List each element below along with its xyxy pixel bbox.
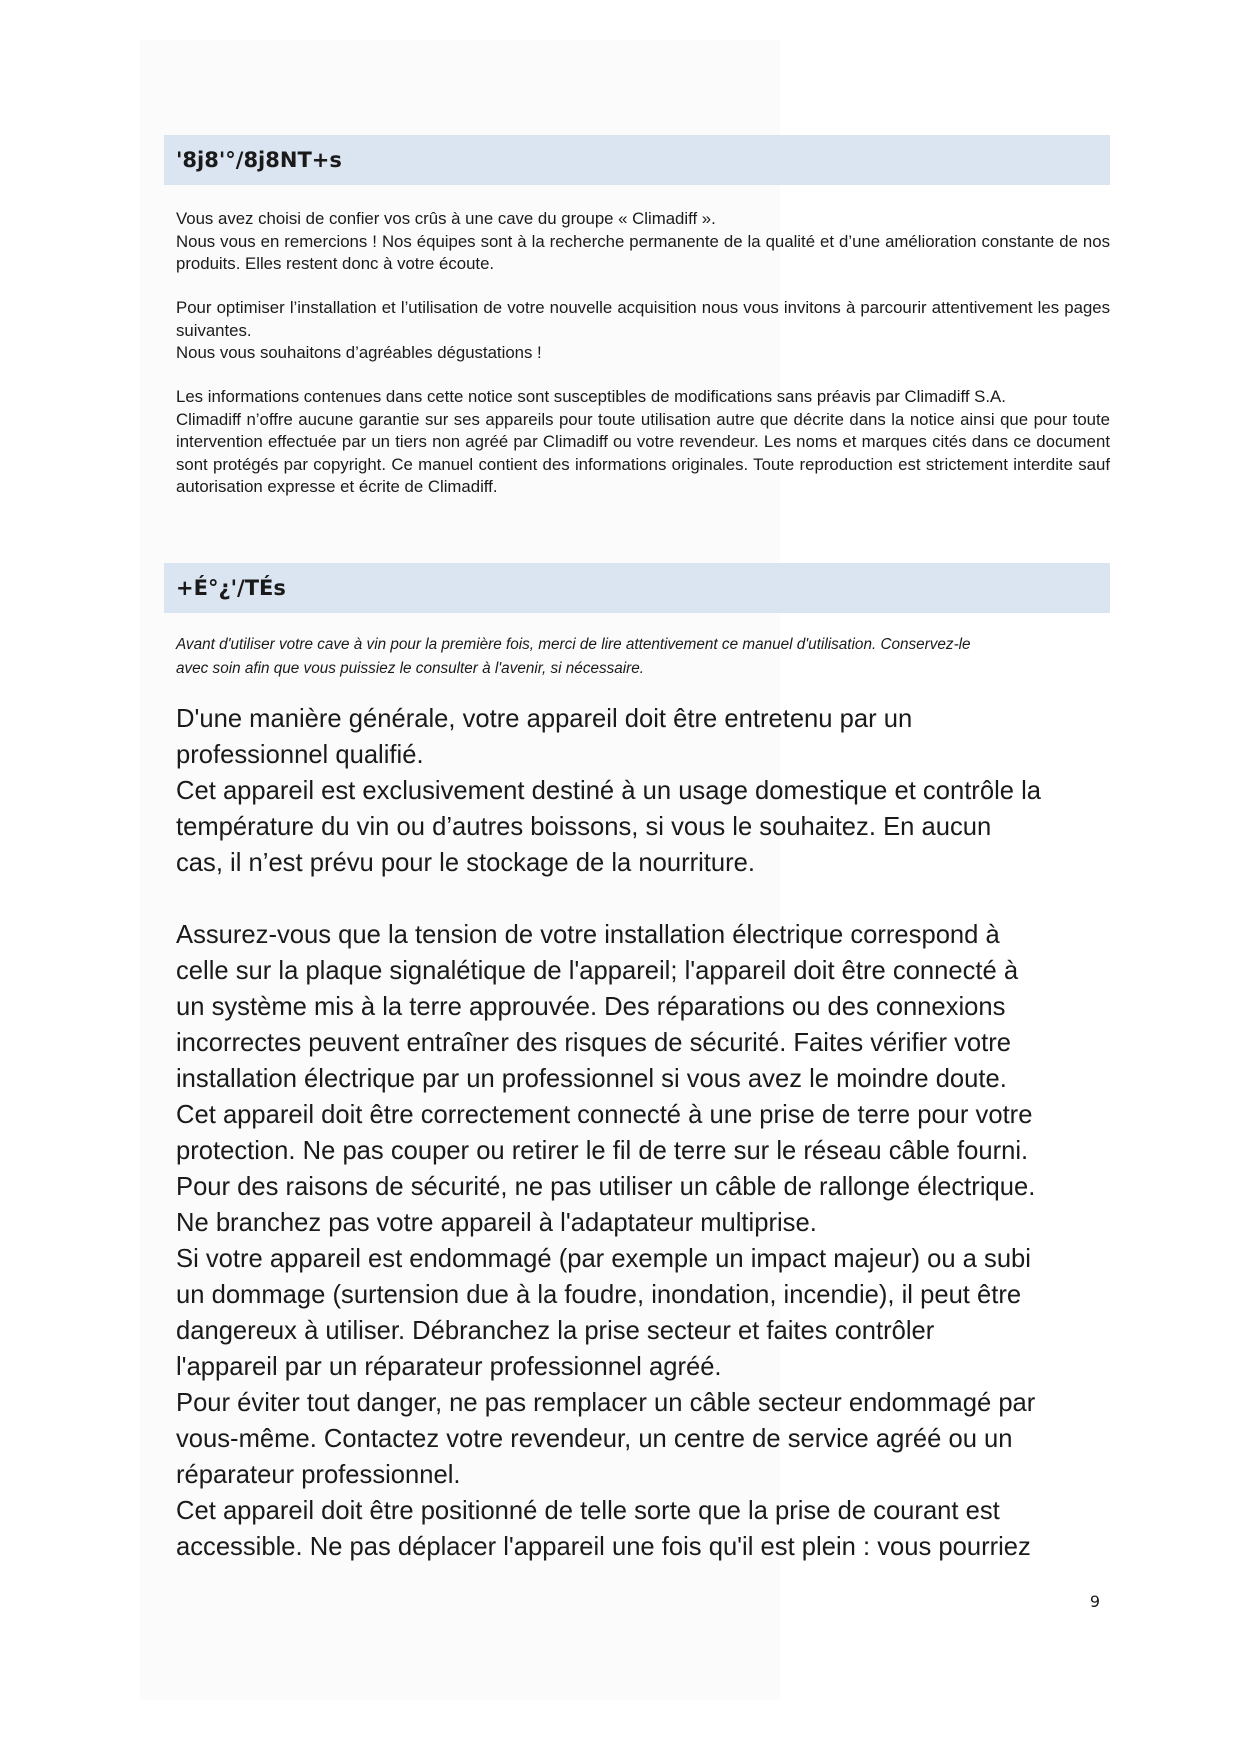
body-line: température du vin ou d’autres boissons, si vous le souhaitez. En aucun — [176, 813, 992, 841]
note-line: Avant d'utiliser votre cave à vin pour la première fois, merci de lire attentivement ce manuel d'utilisation. Conservez-le — [176, 636, 971, 653]
body-line: incorrectes peuvent entraîner des risques de sécurité. Faites vérifier votre — [176, 1029, 1012, 1057]
body-line: D'une manière générale, votre appareil doit être entretenu par un — [176, 705, 913, 733]
body-line: Pour éviter tout danger, ne pas remplacer un câble secteur endommagé par — [176, 1389, 1036, 1417]
body-line: installation électrique par un professionnel si vous avez le moindre doute. — [176, 1065, 1007, 1093]
body-line: Cet appareil doit être positionné de telle sorte que la prise de courant est — [176, 1497, 1000, 1525]
body-line: Cet appareil est exclusivement destiné à un usage domestique et contrôle la — [176, 777, 1042, 805]
body-line: dangereux à utiliser. Débranchez la prise secteur et faites contrôler — [176, 1317, 935, 1345]
safety-block-electrical — [176, 917, 1126, 1565]
body-line: un système mis à la terre approuvée. Des réparations ou des connexions — [176, 993, 1006, 1021]
intro-paragraph-legal — [176, 386, 1110, 499]
body-line: celle sur la plaque signalétique de l'appareil; l'appareil doit être connecté à — [176, 957, 1019, 985]
body-line: Ne branchez pas votre appareil à l'adaptateur multiprise. — [176, 1209, 817, 1237]
safety-section-heading: +É°¿'/TÉs — [164, 563, 1110, 613]
intro-line: Climadiff n’offre aucune garantie sur ses appareils pour toute utilisation autre que décrite dans la notice ainsi que pour toute intervention effectuée par un tiers non agréé par Climadiff ou votre revendeur. Les noms et marques cités dans ce document sont protégés par copyright. Ce manuel contient des informations originales. Toute reproduction est strictement interdite sauf autorisation expresse et écrite de Climadiff. — [176, 409, 1110, 496]
body-line: Cet appareil doit être correctement connecté à une prise de terre pour votre — [176, 1101, 1033, 1129]
body-line: vous-même. Contactez votre revendeur, un centre de service agréé ou un — [176, 1425, 1013, 1453]
body-line: l'appareil par un réparateur professionnel agréé. — [176, 1353, 722, 1381]
intro-line: Vous avez choisi de confier vos crûs à une cave du groupe « Climadiff ». — [176, 209, 716, 228]
intro-line: Nous vous souhaitons d’agréables dégustations ! — [176, 343, 542, 362]
body-line: Pour des raisons de sécurité, ne pas utiliser un câble de rallonge électrique. — [176, 1173, 1036, 1201]
intro-paragraph-read — [176, 297, 1110, 365]
body-line: protection. Ne pas couper ou retirer le fil de terre sur le réseau câble fourni. — [176, 1137, 1029, 1165]
note-line: avec soin afin que vous puissiez le consulter à l'avenir, si nécessaire. — [176, 659, 645, 677]
body-line: cas, il n’est prévu pour le stockage de la nourriture. — [176, 849, 756, 877]
safety-block-general — [176, 701, 1126, 881]
body-line: accessible. Ne pas déplacer l'appareil une fois qu'il est plein : vous pourriez — [176, 1533, 1031, 1561]
page-number: 9 — [1089, 1592, 1100, 1611]
intro-line: Nous vous en remercions ! Nos équipes sont à la recherche permanente de la qualité et d’une amélioration constante de nos produits. Elles restent donc à votre écoute. — [176, 231, 1110, 273]
intro-line: Les informations contenues dans cette notice sont susceptibles de modifications sans préavis par Climadiff S.A. — [176, 387, 1006, 406]
body-line: un dommage (surtension due à la foudre, inondation, incendie), il peut être — [176, 1281, 1022, 1309]
intro-paragraph-thanks — [176, 208, 1110, 276]
safety-note — [176, 633, 1110, 680]
intro-section-heading: '8j8'°/8j8NT+s — [164, 135, 1110, 185]
body-line: professionnel qualifié. — [176, 741, 424, 769]
body-line: Si votre appareil est endommagé (par exemple un impact majeur) ou a subi — [176, 1245, 1031, 1273]
body-line: réparateur professionnel. — [176, 1461, 461, 1489]
body-line: Assurez-vous que la tension de votre installation électrique correspond à — [176, 921, 1000, 949]
intro-line: Pour optimiser l’installation et l’utilisation de votre nouvelle acquisition nous vous invitons à parcourir attentivement les pages suivantes. — [176, 298, 1110, 340]
